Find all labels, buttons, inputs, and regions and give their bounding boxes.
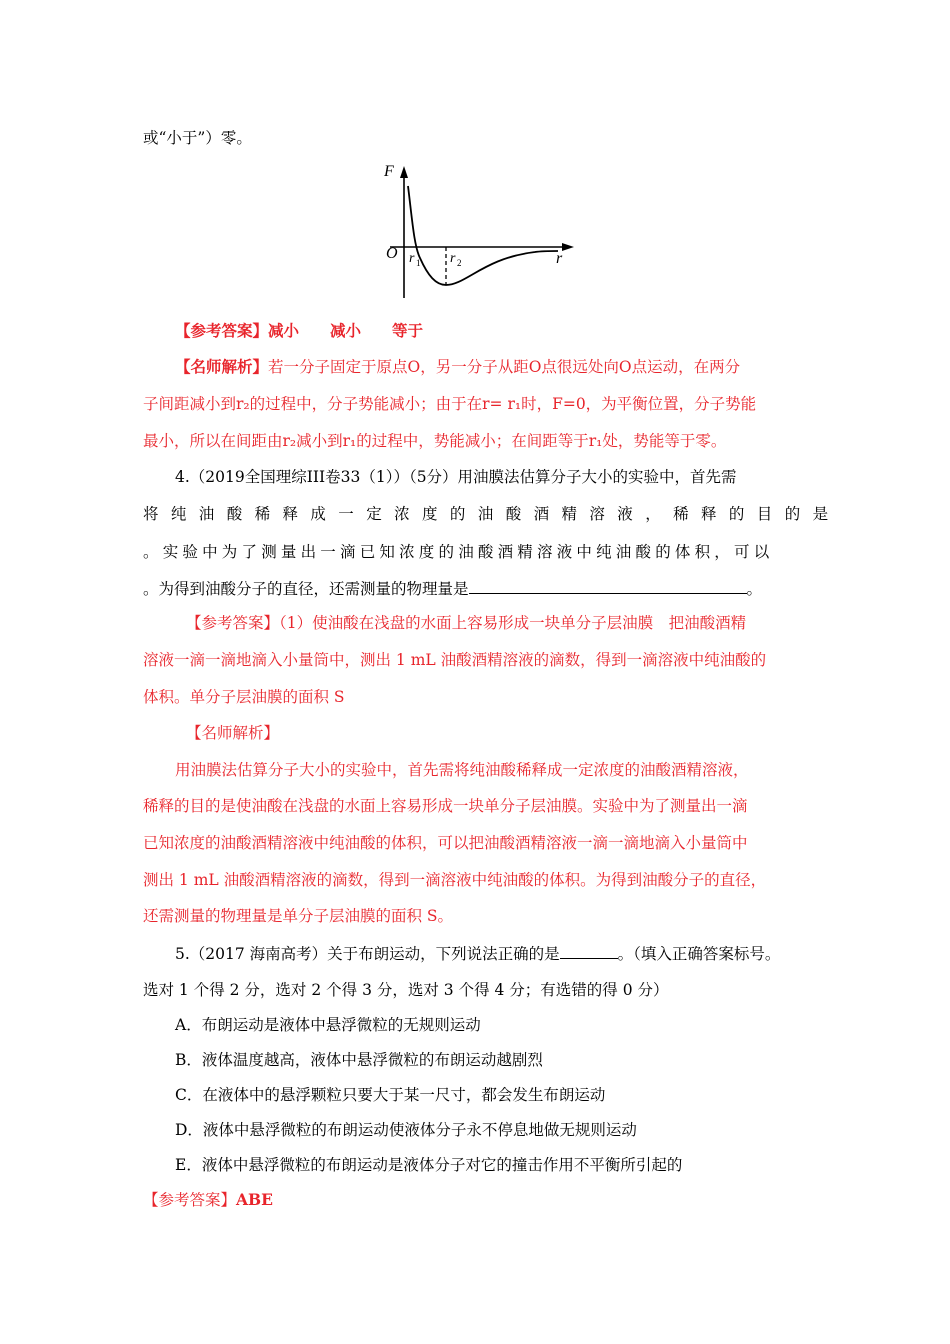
y-axis-label: F	[384, 163, 394, 180]
svg-text:F	[383, 163, 394, 180]
q4-analysis-line3: 已知浓度的油酸酒精溶液中纯油酸的体积，可以把油酸酒精溶液一滴一滴地滴入小量筒中	[143, 834, 748, 852]
q4-analysis-line4: 测出 1 mL 油酸酒精溶液的滴数，得到一滴溶液中纯油酸的体积。为得到油酸分子的直径，	[143, 871, 767, 889]
svg-text:O	[386, 245, 398, 262]
q4-stem-line4-suffix: 。	[746, 580, 763, 598]
q4-analysis-line1: 用油膜法估算分子大小的实验中，首先需将纯油酸稀释成一定浓度的油酸酒精溶液，	[175, 761, 749, 779]
r2-subscript: 2	[457, 258, 462, 268]
svg-text:2	[457, 258, 462, 268]
q3-answer: 【参考答案】减小 减小 等于	[175, 321, 424, 340]
q5-answer-blank[interactable]	[560, 942, 618, 959]
svg-text:r	[450, 251, 456, 266]
force-distance-graph	[370, 158, 580, 303]
y-axis-arrow	[400, 166, 408, 178]
origin-label: O	[386, 245, 398, 262]
q3-analysis-line3: 最小，所以在间距由r₂减小到r₁的过程中，势能减小；在间距等于r₁处，势能等于零。	[143, 432, 727, 450]
svg-text:1	[416, 258, 421, 268]
intro-line: 或“小于”）零。	[143, 129, 252, 147]
q4-stem-line4-prefix: 。为得到油酸分子的直径，还需测量的物理量是	[143, 580, 469, 598]
q5-option-a: A．布朗运动是液体中悬浮微粒的无规则运动	[175, 1016, 481, 1034]
q5-option-d: D．液体中悬浮微粒的布朗运动使液体分子永不停息地做无规则运动	[175, 1121, 637, 1139]
x-axis-label: r	[556, 250, 563, 267]
q4-stem-line3-text: 。实验中为了测量出一滴已知浓度的油酸酒精溶液中纯油酸的体积，可以	[143, 543, 774, 561]
q4-answer-line1: 【参考答案】（1）使油酸在浅盘的水面上容易形成一块单分子层油膜 把油酸酒精	[186, 614, 747, 632]
q4-answer-line2: 溶液一滴一滴地滴入小量筒中，测出 1 mL 油酸酒精溶液的滴数，得到一滴溶液中纯油酸的	[143, 651, 767, 669]
q4-stem-line2-text: 将纯油酸稀释成一定浓度的油酸酒精溶液，稀释的目的是	[143, 505, 841, 523]
q5-option-c: C．在液体中的悬浮颗粒只要大于某一尺寸，都会发生布朗运动	[175, 1086, 606, 1104]
q5-stem-line1	[175, 942, 780, 965]
q4-stem-line4	[143, 577, 762, 600]
q4-stem-line2	[143, 503, 841, 525]
q3-analysis-text1: 若一分子固定于原点O，另一分子从距O点很远处向O点运动，在两分	[268, 358, 741, 376]
q4-answer-blank[interactable]	[469, 577, 747, 594]
q5-answer	[143, 1189, 273, 1211]
x-axis-arrow	[562, 243, 574, 251]
q5-answer-tag: 【参考答案】	[143, 1191, 237, 1209]
q3-analysis-line2: 子间距减小到r₂的过程中，分子势能减小；由于在r= r₁时，F=0，为平衡位置，分子势能	[143, 395, 757, 413]
force-curve	[408, 186, 558, 285]
q5-answer-value: ABE	[236, 1190, 273, 1209]
q3-analysis-tag: 【名师解析】	[175, 357, 269, 376]
q4-analysis-tag: 【名师解析】	[186, 724, 280, 742]
q5-option-b: B．液体温度越高，液体中悬浮微粒的布朗运动越剧烈	[175, 1051, 543, 1069]
q4-stem-line1: 4.（2019全国理综III卷33（1））（5分）用油膜法估算分子大小的实验中，首先需	[175, 468, 737, 486]
q3-analysis-line1	[175, 356, 740, 378]
q4-analysis-line5: 还需测量的物理量是单分子层油膜的面积 S。	[143, 907, 454, 925]
svg-text:r	[409, 251, 415, 266]
q4-answer-line3: 体积。单分子层油膜的面积 S	[143, 688, 345, 706]
r2-label: r	[450, 251, 456, 266]
r1-label: r	[409, 251, 415, 266]
q5-stem-line2: 选对 1 个得 2 分，选对 2 个得 3 分，选对 3 个得 4 分；有选错的得 0 分）	[143, 981, 669, 999]
q5-stem-suffix: 。（填入正确答案标号。	[617, 945, 781, 963]
r1-subscript: 1	[416, 258, 421, 268]
svg-text:r	[556, 250, 563, 267]
q4-analysis-line2: 稀释的目的是使油酸在浅盘的水面上容易形成一块单分子层油膜。实验中为了测量出一滴	[143, 797, 748, 815]
q5-stem-prefix: 5.（2017 海南高考）关于布朗运动，下列说法正确的是	[175, 945, 560, 963]
q5-option-e: E．液体中悬浮微粒的布朗运动是液体分子对它的撞击作用不平衡所引起的	[175, 1156, 683, 1174]
q4-stem-line3	[143, 541, 773, 563]
